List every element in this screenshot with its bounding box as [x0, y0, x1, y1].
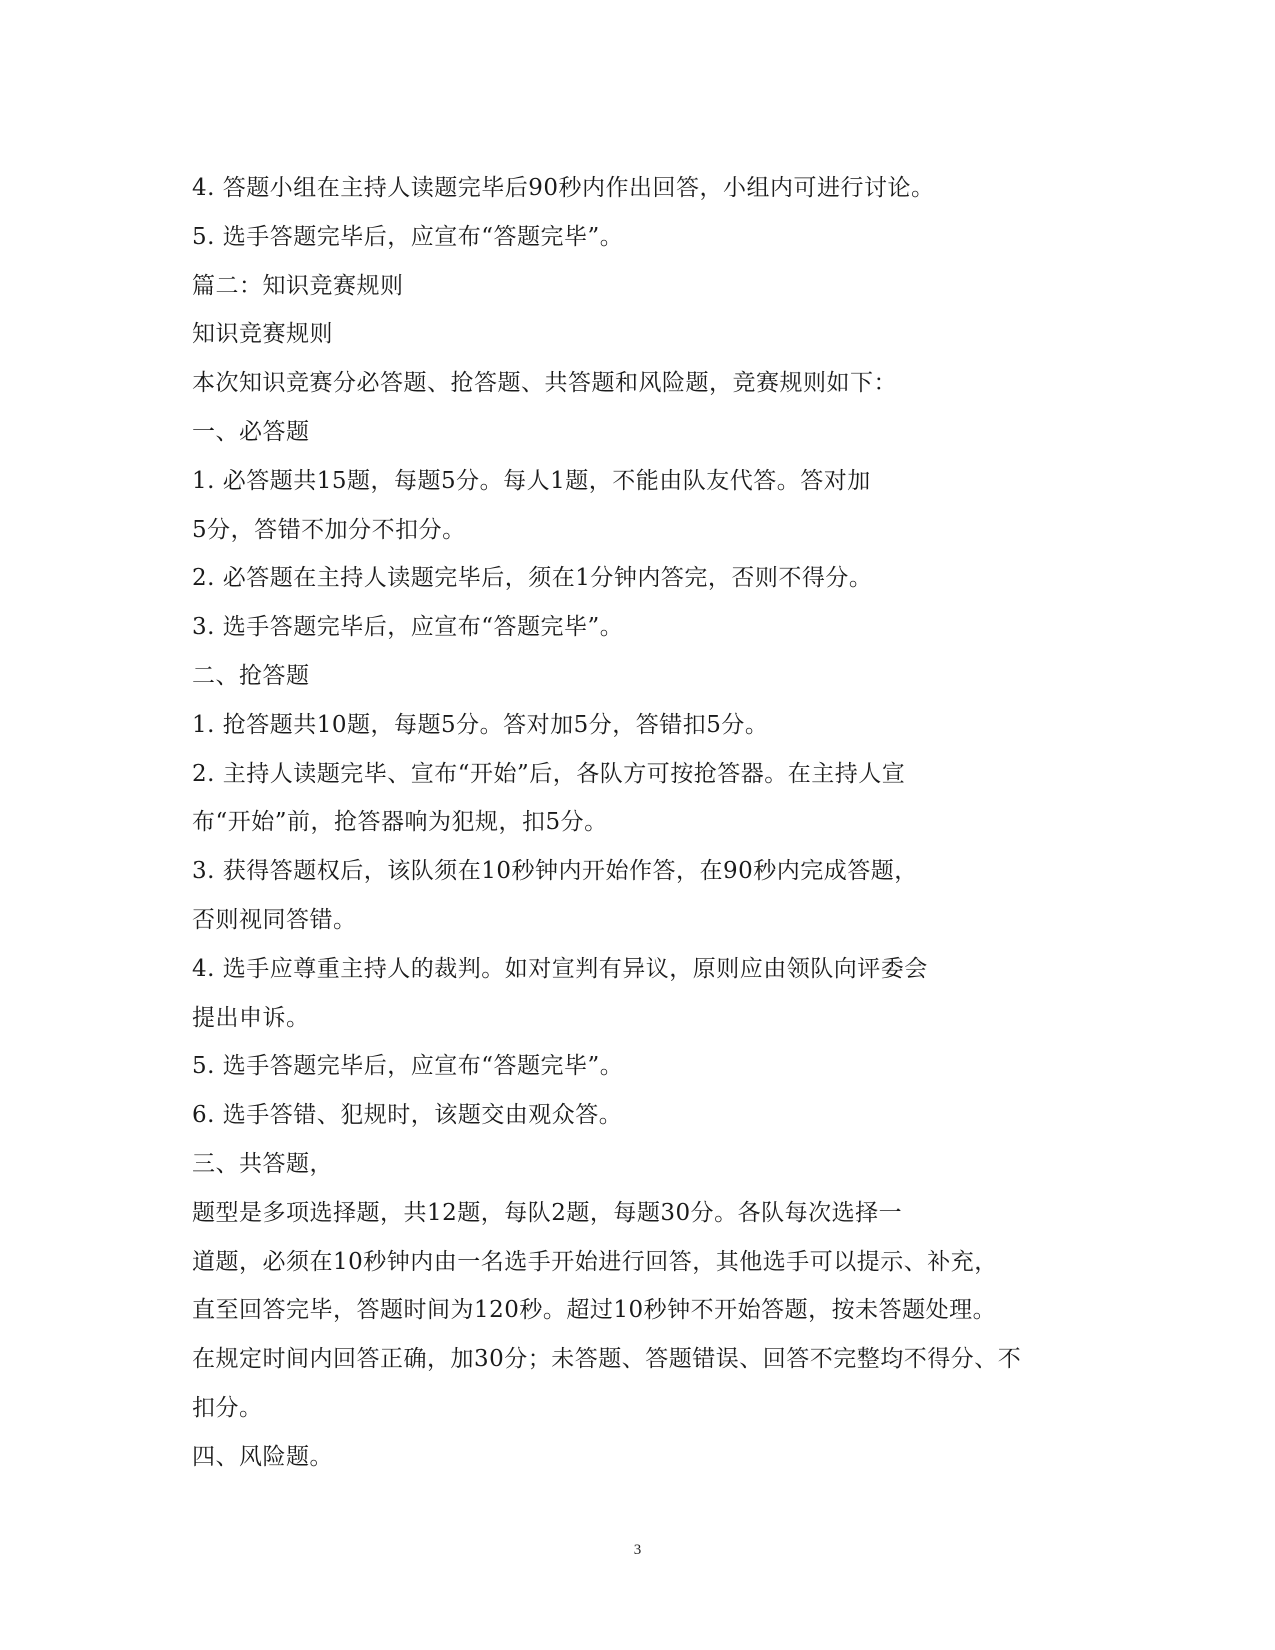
text-line: 在规定时间内回答正确，加30分；未答题、答题错误、回答不完整均不得分、不 — [192, 1346, 1022, 1373]
text-line: 直至回答完毕，答题时间为120秒。超过10秒钟不开始答题，按未答题处理。 — [192, 1297, 997, 1324]
text-line: 布“开始”前，抢答器响为犯规，扣5分。 — [192, 809, 608, 836]
text-line: 3. 获得答题权后，该队须在10秒钟内开始作答，在90秒内完成答题， — [192, 858, 918, 885]
section-heading: 三、共答题， — [192, 1150, 333, 1177]
section-heading: 一、必答题 — [192, 418, 310, 445]
section-heading: 二、抢答题 — [192, 662, 310, 689]
page-number: 3 — [633, 1542, 642, 1558]
text-line: 1. 必答题共15题，每题5分。每人1题，不能由队友代答。答对加 — [192, 467, 871, 494]
text-line: 否则视同答错。 — [192, 906, 357, 933]
text-line: 题型是多项选择题，共12题，每队2题，每题30分。各队每次选择一 — [192, 1199, 903, 1226]
text-line: 4. 答题小组在主持人读题完毕后90秒内作出回答，小组内可进行讨论。 — [192, 175, 935, 201]
text-line: 3. 选手答题完毕后，应宣布“答题完毕”。 — [192, 614, 624, 641]
document-body — [192, 164, 1092, 1482]
text-line: 5. 选手答题完毕后，应宣布“答题完毕”。 — [192, 223, 624, 250]
section-heading: 四、风险题。 — [192, 1443, 333, 1470]
document-title: 知识竞赛规则 — [192, 321, 333, 348]
text-line: 2. 必答题在主持人读题完毕后，须在1分钟内答完，否则不得分。 — [192, 565, 873, 592]
text-line: 1. 抢答题共10题，每题5分。答对加5分，答错扣5分。 — [192, 711, 769, 738]
text-line: 扣分。 — [192, 1394, 263, 1421]
text-line: 道题，必须在10秒钟内由一名选手开始进行回答，其他选手可以提示、补充， — [192, 1248, 998, 1275]
section-heading: 篇二：知识竞赛规则 — [192, 272, 404, 299]
text-line: 本次知识竞赛分必答题、抢答题、共答题和风险题，竞赛规则如下： — [192, 370, 897, 397]
text-line: 2. 主持人读题完毕、宣布“开始”后，各队方可按抢答器。在主持人宣 — [192, 760, 906, 787]
text-line: 5分，答错不加分不扣分。 — [192, 516, 466, 543]
text-line: 4. 选手应尊重主持人的裁判。如对宣判有异议，原则应由领队向评委会 — [192, 955, 928, 982]
text-line: 5. 选手答题完毕后，应宣布“答题完毕”。 — [192, 1053, 624, 1080]
text-line: 提出申诉。 — [192, 1004, 310, 1031]
text-line: 6. 选手答错、犯规时，该题交由观众答。 — [192, 1102, 623, 1129]
